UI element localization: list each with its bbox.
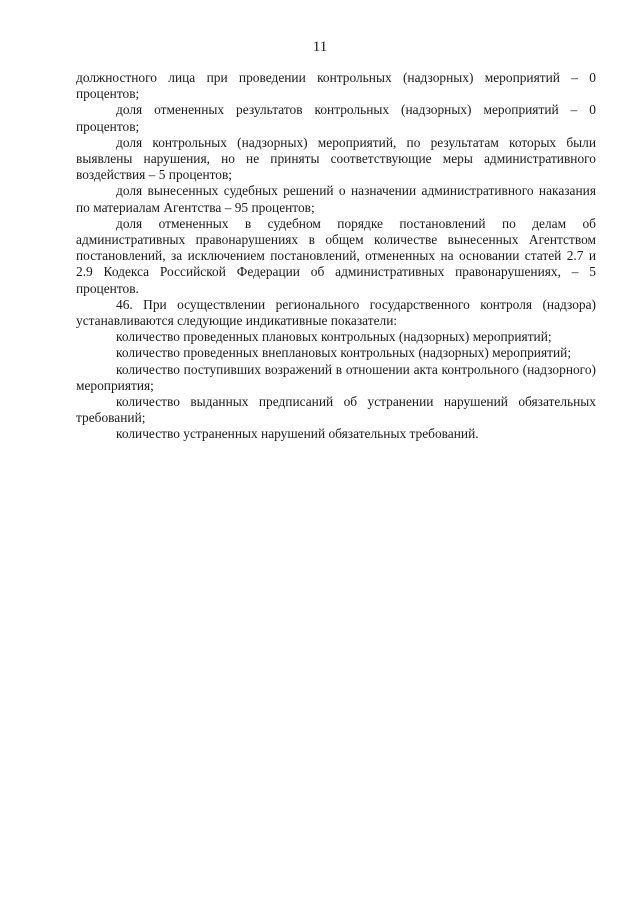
paragraph-indicator: доля отмененных результатов контрольных (надзорных) мероприятий – 0 процентов; — [76, 102, 596, 134]
paragraph-indicator: доля контрольных (надзорных) мероприятий, по результатам которых были выявлены нарушения, но не приняты соответствующие меры административного воздействия – 5 процентов; — [76, 134, 596, 183]
page-number: 11 — [312, 39, 328, 55]
paragraph-continuation: должностного лица при проведении контрольных (надзорных) мероприятий – 0 процентов; — [76, 70, 596, 102]
paragraph-indicator: количество проведенных внеплановых контрольных (надзорных) мероприятий; — [116, 345, 572, 361]
paragraph-indicator: доля отмененных в судебном порядке постановлений по делам об административных правонарушениях в общем количестве вынесенных Агентством постановлений, за исключением постановлений, отмененных на основании статей 2.7 и 2.9 Кодекса Российской Федерации об административных правонарушениях, – 5 процентов. — [76, 215, 596, 296]
document-body — [76, 70, 596, 443]
paragraph-indicator: количество поступивших возражений в отношении акта контрольного (надзорного) мероприятия; — [76, 361, 596, 393]
paragraph-indicator: доля вынесенных судебных решений о назначении административного наказания по материалам Агентства – 95 процентов; — [76, 183, 596, 215]
paragraph-indicator: количество выданных предписаний об устранении нарушений обязательных требований; — [76, 394, 596, 426]
paragraph-indicator: количество устраненных нарушений обязательных требований. — [116, 426, 479, 442]
paragraph-clause-46: 46. При осуществлении регионального государственного контроля (надзора) устанавливаются следующие индикативные показатели: — [76, 296, 596, 329]
paragraph-indicator: количество проведенных плановых контрольных (надзорных) мероприятий; — [116, 329, 552, 345]
